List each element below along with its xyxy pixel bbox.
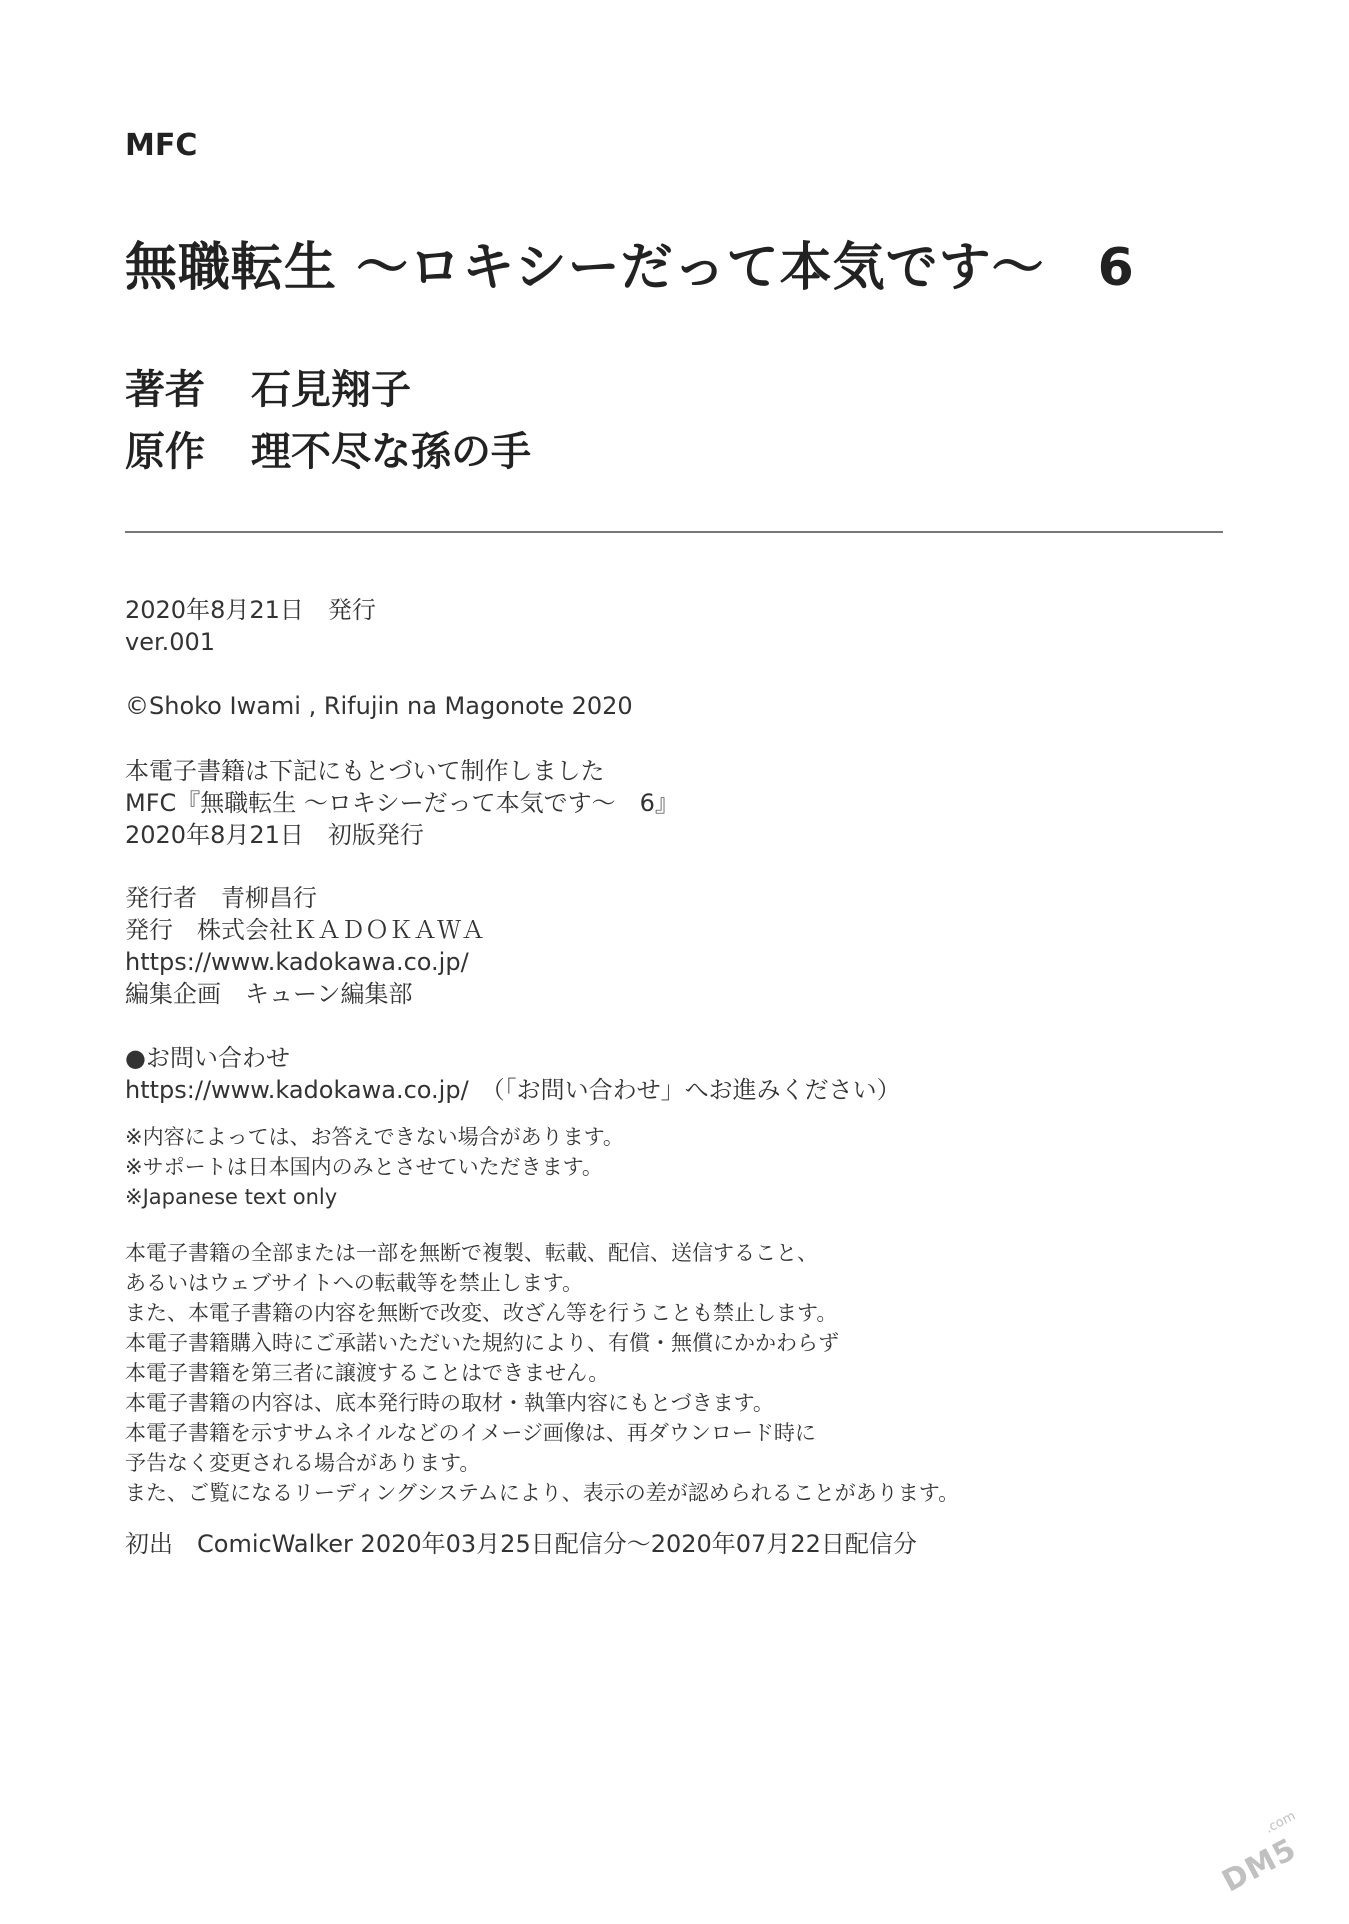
source-info [125,755,679,851]
publisher-info [125,882,485,1010]
publication-info [125,594,376,658]
legal-line: 本電子書籍を示すサムネイルなどのイメージ画像は、再ダウンロード時に [125,1421,816,1445]
source-line: MFC『無職転生 ～ロキシーだって本気です～ 6』 [125,789,679,817]
legal-line: 本電子書籍購入時にご承諾いただいた規約により、有償・無償にかかわらず [125,1331,839,1355]
site-watermark [1199,1797,1343,1924]
watermark-domain: .com [1262,1808,1299,1837]
legal-line: 本電子書籍の内容は、底本発行時の取材・執筆内容にもとづきます。 [125,1391,774,1415]
legal-line: また、本電子書籍の内容を無断で改変、改ざん等を行うことも禁止します。 [125,1301,838,1325]
contact-url[interactable]: https://www.kadokawa.co.jp/ （「お問い合わせ」へお進みください） [125,1076,901,1104]
contact-notes [125,1122,624,1212]
credit-role: 著者 [125,367,205,413]
legal-line: 本電子書籍の全部または一部を無断で複製、転載、配信、送信すること、 [125,1241,818,1265]
publisher-line: 編集企画 キューン編集部 [125,980,413,1008]
publisher-line: 発行 株式会社ＫＡＤＯＫＡＷＡ [125,916,485,944]
imprint-label: MFC [125,128,198,163]
source-line: 2020年8月21日 初版発行 [125,821,424,849]
legal-line: また、ご覧になるリーディングシステムにより、表示の差が認められることがあります。 [125,1481,960,1505]
source-line: 本電子書籍は下記にもとづいて制作しました [125,757,605,785]
legal-line: 予告なく変更される場合があります。 [125,1451,481,1475]
credit-name: 石見翔子 [251,367,411,413]
credit-name: 理不尽な孫の手 [251,429,531,475]
credit-role: 原作 [125,429,205,475]
author-credit [125,358,411,415]
contact-section [125,1042,901,1106]
first-appearance: 初出 ComicWalker 2020年03月25日配信分～2020年07月22日配信分 [125,1530,917,1558]
contact-note: ※サポートは日本国内のみとさせていただきます。 [125,1155,603,1179]
book-title: 無職転生 ～ロキシーだって本気です～ 6 [125,238,1135,298]
legal-line: あるいはウェブサイトへの転載等を禁止します。 [125,1271,584,1295]
divider [125,531,1223,533]
publisher-url[interactable]: https://www.kadokawa.co.jp/ [125,948,469,976]
version: ver.001 [125,628,216,656]
contact-note: ※Japanese text only [125,1185,338,1209]
contact-heading: ●お問い合わせ [125,1044,290,1072]
publication-date: 2020年8月21日 発行 [125,596,376,624]
legal-line: 本電子書籍を第三者に譲渡することはできません。 [125,1361,610,1385]
legal-notice [125,1238,959,1508]
publisher-line: 発行者 青柳昌行 [125,884,317,912]
copyright-notice: ©Shoko Iwami , Rifujin na Magonote 2020 [125,692,633,720]
watermark-logo: DM5 [1216,1831,1303,1900]
contact-note: ※内容によっては、お答えできない場合があります。 [125,1125,624,1149]
original-credit [125,420,531,477]
